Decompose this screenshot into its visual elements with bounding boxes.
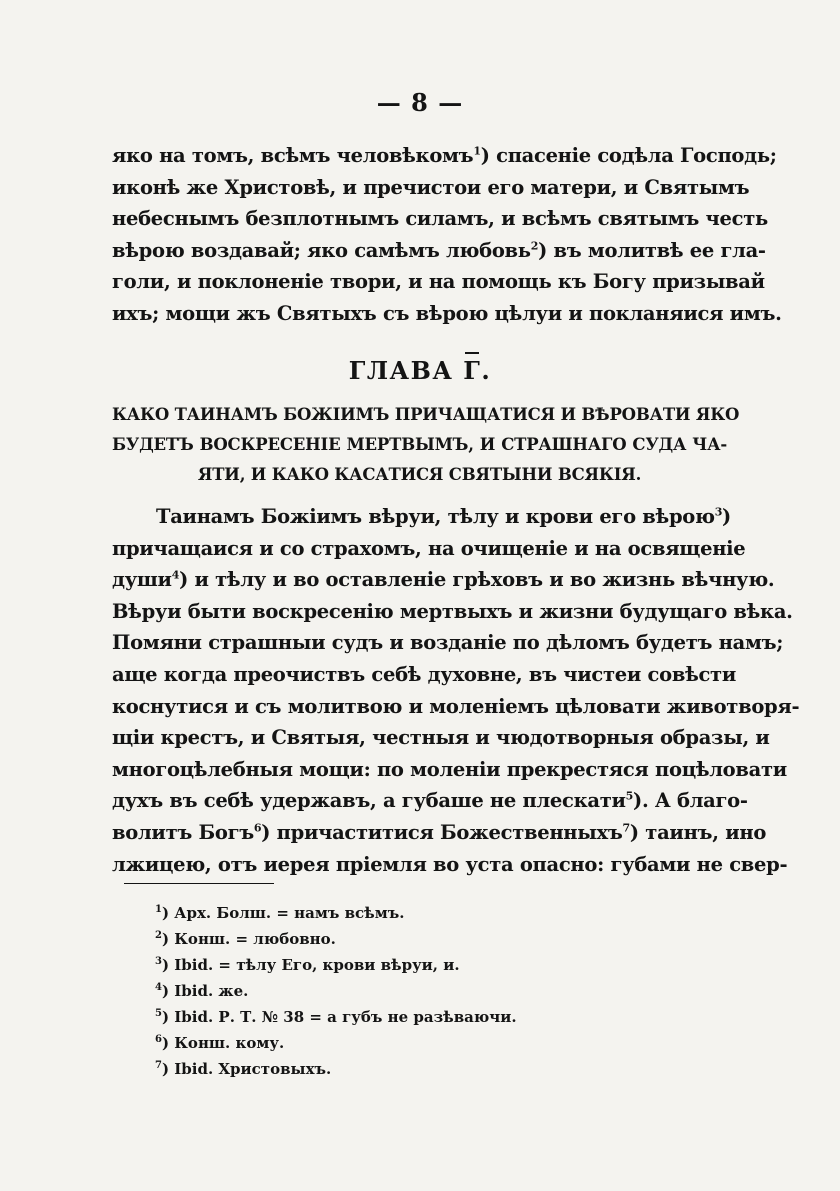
footnote: $^6$) Конш. кому. [155,1034,285,1052]
text-line: иконѣ же Христовѣ, и пречистои его матери, и Святымъ [112,175,750,199]
continuation-paragraph [112,140,782,329]
footnote: $^5$) Ibid. Р. Т. № 38 = а губъ не разѣваючи. [155,1008,517,1026]
text-line: многоцѣлебныя мощи: по моленіи прекрестяся поцѣловати [112,757,787,781]
footnote: $^7$) Ibid. Христовыхъ. [155,1060,332,1078]
footnote-ref[interactable]: 4 [171,568,180,582]
heading-line: КАКО ТАИНАМЪ БОЖІИМЪ ПРИЧАЩАТИСЯ И ВѢРОВАТИ ЯКО [112,405,740,424]
text-line: души$^4$) и тѣлу и во оставленіе грѣховъ и во жизнь вѣчную. [112,568,775,592]
footnote-ref[interactable]: 7 [622,821,630,835]
chapter-numeral: Г [463,356,482,385]
footnote-divider [124,883,274,884]
text-line: причащаися и со страхомъ, на очищеніе и на освященіе [112,536,746,560]
footnote-ref[interactable]: 1 [473,144,481,158]
footnote-ref[interactable]: 5 [625,789,634,803]
text-line: голи, и поклоненіе твори, и на помощь къ Богу призывай [112,270,765,293]
footnote-ref[interactable]: 3 [714,505,723,519]
footnote: $^2$) Конш. = любовно. [155,930,336,948]
text-line: коснутися и съ молитвою и моленіемъ цѣловати животворя- [112,694,800,718]
footnote-ref[interactable]: 6 [253,821,262,835]
text-line: яко на томъ, всѣмъ человѣкомъ$^1$) спасеніе содѣла Господь; [112,144,777,167]
text-line: Вѣруи быти воскресенію мертвыхъ и жизни будущаго вѣка. [112,599,793,623]
text-line: Помяни страшныи судъ и возданіе по дѣломъ будетъ намъ; [112,631,784,655]
text-line: духъ въ себѣ удержавъ, а губаше не плескати$^5$). А благо- [112,789,748,813]
footnote: $^4$) Ibid. же. [155,982,249,1000]
chapter-heading [112,400,740,490]
chapter-title: ГЛАВА Г. [348,356,492,385]
footnote-ref[interactable]: 2 [530,239,539,252]
text-line: небеснымъ безплотнымъ силамъ, и всѣмъ святымъ честь [112,207,768,230]
page-number: — 8 — [376,88,464,117]
text-line: аще когда преочиствъ себѣ духовне, въ чистеи совѣсти [112,662,737,686]
heading-line: БУДЕТЪ ВОСКРЕСЕНІЕ МЕРТВЫМЪ, И СТРАШНАГО СУДА ЧА- [112,435,727,454]
text-line: щіи крестъ, и Святыя, честныя и чюдотворныя образы, и [112,726,770,750]
footnotes [155,900,715,1082]
heading-line: ЯТИ, И КАКО КАСАТИСЯ СВЯТЫНИ ВСЯКІЯ. [197,465,642,484]
body-paragraph [112,501,800,880]
footnote: $^1$) Арх. Болш. = намъ всѣмъ. [155,904,405,922]
text-line: лжицею, отъ иерея пріемля во уста опасно: губами не свер- [112,852,788,876]
text-line: Таинамъ Божіимъ вѣруи, тѣлу и крови его вѣрою$^3$) [156,505,731,528]
text-line: вѣрою воздавай; яко самѣмъ любовь$^2$) въ молитвѣ ее гла- [112,238,766,262]
text-line: ихъ; мощи жъ Святыхъ съ вѣрою цѣлуи и покланяися имъ. [112,301,782,325]
footnote: $^3$) Ibid. = тѣлу Его, крови вѣруи, и. [155,956,460,974]
text-line: волитъ Богъ$^6$) причаститися Божественныхъ$^7$) таинъ, ино [112,820,767,844]
